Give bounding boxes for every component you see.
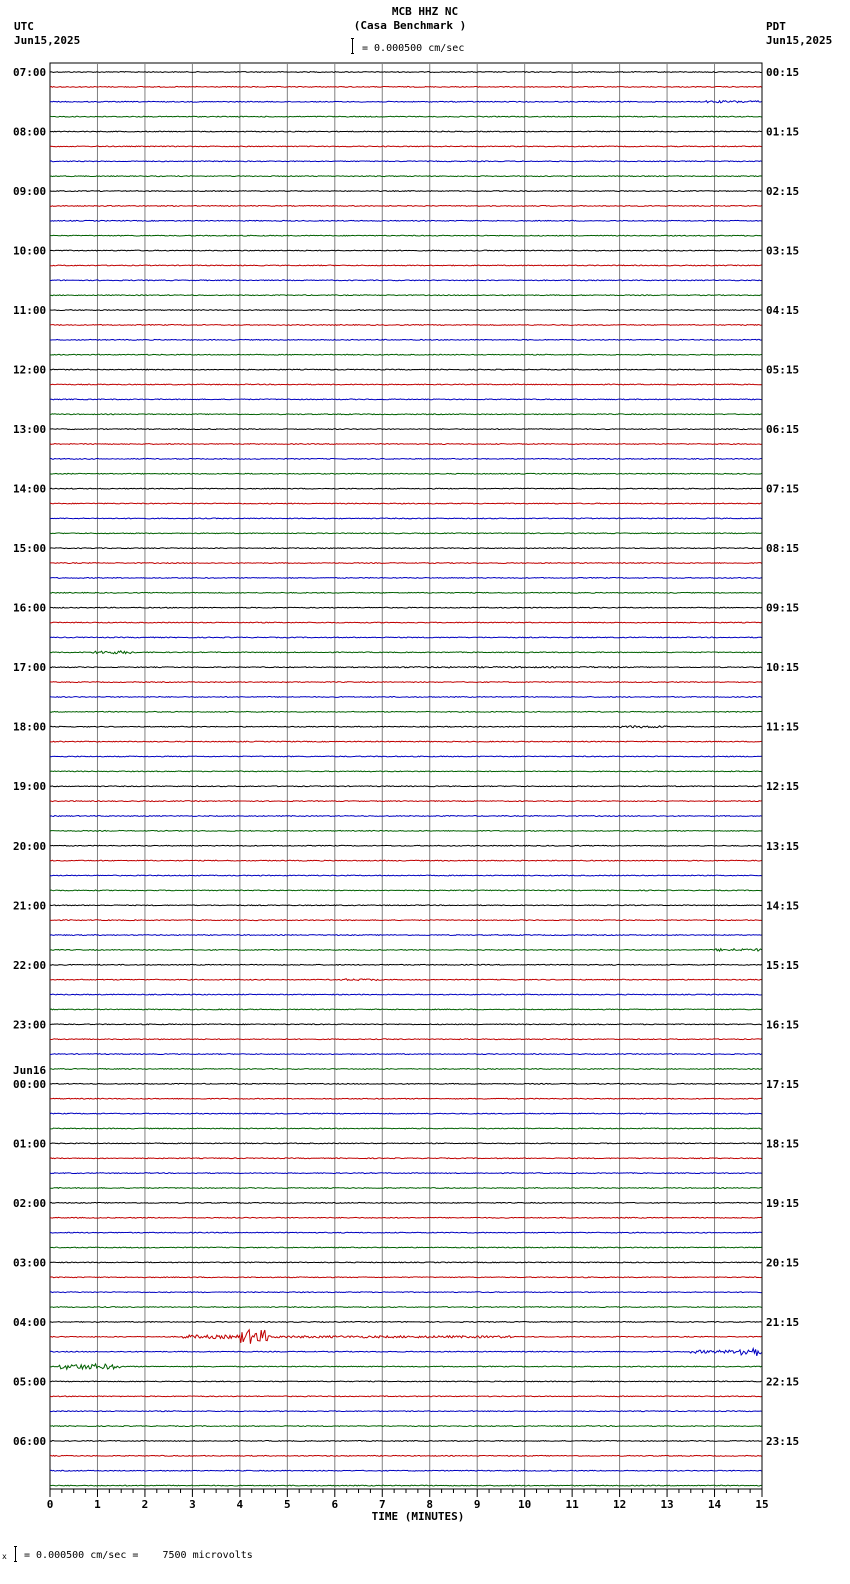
trace-line — [50, 816, 762, 817]
pdt-hour-label: 15:15 — [766, 958, 800, 972]
trace-line — [50, 1024, 762, 1025]
trace-line — [50, 1217, 762, 1218]
left-date: Jun15,2025 — [14, 34, 81, 47]
x-tick-label: 13 — [660, 1498, 674, 1511]
x-tick-label: 5 — [284, 1498, 291, 1511]
trace-line — [50, 86, 762, 87]
utc-hour-label: 11:00 — [13, 304, 47, 318]
trace-line — [50, 830, 762, 831]
trace-line — [50, 533, 762, 534]
trace-line — [50, 741, 762, 742]
left-timezone: UTC — [14, 20, 34, 33]
scale-label: = 0.000500 cm/sec — [362, 43, 465, 54]
pdt-hour-label: 10:15 — [766, 661, 800, 675]
trace-line — [50, 1247, 762, 1248]
utc-hour-label: 00:00 — [13, 1077, 47, 1091]
pdt-hour-label: 19:15 — [766, 1196, 800, 1210]
utc-hour-label: 08:00 — [13, 125, 47, 139]
trace-line — [50, 1158, 762, 1159]
pdt-hour-label: 17:15 — [766, 1077, 800, 1091]
utc-date-change-label: Jun16 — [13, 1063, 47, 1077]
pdt-hour-label: 07:15 — [766, 482, 800, 496]
trace-line — [50, 935, 762, 936]
trace-line — [50, 339, 762, 340]
trace-line — [50, 384, 762, 385]
trace-line — [50, 503, 762, 504]
trace-line — [50, 1009, 762, 1010]
trace-line — [50, 250, 762, 251]
trace-line — [50, 235, 762, 236]
utc-hour-label: 09:00 — [13, 185, 47, 199]
trace-line — [50, 518, 762, 519]
trace-line — [50, 146, 762, 147]
utc-hour-label: 04:00 — [13, 1315, 47, 1329]
trace-line — [50, 1470, 762, 1471]
trace-line — [50, 429, 762, 430]
pdt-hour-label: 04:15 — [766, 304, 800, 318]
x-tick-label: 3 — [189, 1498, 196, 1511]
utc-hour-label: 03:00 — [13, 1256, 47, 1270]
trace-line — [50, 1396, 762, 1397]
trace-line — [50, 875, 762, 876]
utc-hour-label: 06:00 — [13, 1434, 47, 1448]
trace-line — [50, 1262, 762, 1263]
pdt-hour-label: 16:15 — [766, 1018, 800, 1032]
footer-scale-icon — [2, 1546, 20, 1562]
x-tick-label: 7 — [378, 1498, 386, 1511]
trace-line — [50, 1202, 762, 1203]
right-date: Jun15,2025 — [766, 34, 833, 47]
trace-line — [50, 354, 762, 355]
trace-line — [50, 905, 762, 906]
trace-line — [50, 473, 762, 474]
utc-hour-label: 17:00 — [13, 661, 47, 675]
trace-line — [50, 1083, 762, 1084]
trace-line — [50, 1098, 762, 1099]
trace-line — [50, 563, 762, 564]
trace-line — [50, 548, 762, 549]
trace-line — [50, 1321, 762, 1322]
utc-hour-label: 18:00 — [13, 720, 47, 734]
pdt-hour-label: 18:15 — [766, 1137, 800, 1151]
plot-frame — [50, 63, 762, 1489]
utc-hour-label: 02:00 — [13, 1196, 47, 1210]
trace-line — [50, 161, 762, 162]
x-tick-label: 1 — [94, 1498, 101, 1511]
trace-line — [50, 994, 762, 995]
pdt-hour-label: 11:15 — [766, 720, 800, 734]
utc-hour-label: 20:00 — [13, 839, 47, 853]
utc-hour-label: 22:00 — [13, 958, 47, 972]
right-timezone: PDT — [766, 20, 786, 33]
trace-line — [50, 116, 762, 117]
trace-line — [50, 220, 762, 221]
trace-line — [50, 176, 762, 177]
trace-line — [50, 488, 762, 489]
trace-line — [50, 1054, 762, 1055]
x-tick-label: 14 — [707, 1498, 722, 1511]
trace-line — [50, 726, 762, 728]
trace-line — [50, 310, 762, 311]
pdt-hour-label: 21:15 — [766, 1315, 800, 1329]
x-tick-label: 4 — [236, 1498, 244, 1511]
x-tick-label: 9 — [473, 1498, 481, 1511]
trace-line — [50, 1232, 762, 1233]
pdt-hour-label: 22:15 — [766, 1375, 800, 1389]
trace-line — [50, 920, 762, 921]
utc-hour-label: 12:00 — [13, 363, 47, 377]
trace-line — [50, 458, 762, 459]
trace-line — [50, 1441, 762, 1442]
x-tick-label: 0 — [46, 1498, 54, 1511]
pdt-hour-label: 00:15 — [766, 66, 800, 79]
trace-line — [50, 1455, 762, 1456]
trace-line — [50, 369, 762, 370]
trace-line — [50, 1292, 762, 1293]
station-title: MCB HHZ NC — [391, 5, 459, 18]
trace-line — [50, 1349, 762, 1356]
trace-line — [50, 756, 762, 757]
trace-line — [50, 1113, 762, 1114]
pdt-hour-label: 13:15 — [766, 839, 800, 853]
trace-line — [50, 949, 762, 952]
x-tick-label: 6 — [331, 1498, 339, 1511]
trace-line — [50, 444, 762, 445]
trace-line — [50, 845, 762, 846]
pdt-hour-label: 12:15 — [766, 780, 800, 794]
trace-line — [50, 325, 762, 326]
utc-hour-label: 05:00 — [13, 1375, 47, 1389]
x-tick-label: 10 — [518, 1498, 532, 1511]
utc-hour-label: 10:00 — [13, 244, 47, 258]
trace-line — [50, 1128, 762, 1129]
trace-line — [50, 72, 762, 73]
pdt-hour-label: 01:15 — [766, 125, 800, 139]
trace-line — [50, 1173, 762, 1174]
trace-line — [50, 295, 762, 296]
utc-hour-label: 01:00 — [13, 1137, 47, 1151]
pdt-hour-label: 23:15 — [766, 1434, 800, 1448]
trace-line — [50, 131, 762, 132]
trace-line — [50, 607, 762, 608]
pdt-hour-label: 09:15 — [766, 601, 800, 615]
trace-line — [50, 1381, 762, 1382]
trace-line — [50, 682, 762, 683]
trace-line — [50, 101, 762, 103]
utc-hour-label: 14:00 — [13, 482, 47, 496]
trace-line — [50, 191, 762, 192]
trace-line — [50, 414, 762, 415]
trace-line — [50, 1069, 762, 1070]
trace-line — [50, 1039, 762, 1040]
trace-line — [50, 1485, 762, 1486]
x-tick-label: 2 — [141, 1498, 149, 1511]
pdt-hour-label: 20:15 — [766, 1256, 800, 1270]
trace-line — [50, 265, 762, 266]
trace-line — [50, 801, 762, 802]
pdt-hour-label: 08:15 — [766, 542, 800, 556]
utc-hour-label: 16:00 — [13, 601, 47, 615]
site-title: (Casa Benchmark ) — [353, 19, 467, 32]
utc-hour-label: 15:00 — [13, 542, 47, 556]
pdt-hour-label: 05:15 — [766, 363, 800, 377]
trace-line — [50, 1411, 762, 1412]
trace-line — [50, 697, 762, 698]
trace-line — [50, 622, 762, 623]
trace-line — [50, 1188, 762, 1189]
utc-hour-label: 19:00 — [13, 780, 47, 794]
pdt-hour-label: 14:15 — [766, 899, 800, 913]
x-axis-title: TIME (MINUTES) — [371, 1510, 465, 1523]
x-tick-label: 12 — [612, 1498, 627, 1511]
trace-line — [50, 786, 762, 787]
trace-line — [50, 637, 762, 638]
trace-line — [50, 1307, 762, 1308]
trace-line — [50, 1143, 762, 1144]
trace-line — [50, 711, 762, 712]
pdt-hour-label: 03:15 — [766, 244, 800, 258]
pdt-hour-label: 02:15 — [766, 185, 800, 199]
x-tick-label: 8 — [426, 1498, 434, 1511]
trace-line — [50, 890, 762, 891]
trace-line — [50, 399, 762, 400]
svg-text:x: x — [2, 1552, 7, 1561]
utc-hour-label: 07:00 — [13, 66, 47, 79]
utc-hour-label: 21:00 — [13, 899, 47, 913]
trace-line — [50, 577, 762, 578]
footer-scale-label: = 0.000500 cm/sec = 7500 microvolts — [24, 1550, 253, 1561]
trace-line — [50, 771, 762, 772]
trace-line — [50, 1426, 762, 1427]
trace-line — [50, 667, 762, 668]
trace-line — [50, 205, 762, 206]
trace-line — [50, 651, 762, 654]
trace-line — [50, 979, 762, 981]
trace-line — [50, 1277, 762, 1278]
trace-line — [50, 860, 762, 861]
utc-hour-label: 23:00 — [13, 1018, 47, 1032]
trace-line — [50, 1330, 762, 1344]
trace-line — [50, 964, 762, 965]
x-tick-label: 11 — [565, 1498, 579, 1511]
x-tick-label: 15 — [755, 1498, 769, 1511]
pdt-hour-label: 06:15 — [766, 423, 800, 437]
trace-line — [50, 1364, 762, 1369]
utc-hour-label: 13:00 — [13, 423, 47, 437]
trace-line — [50, 592, 762, 593]
trace-line — [50, 280, 762, 281]
